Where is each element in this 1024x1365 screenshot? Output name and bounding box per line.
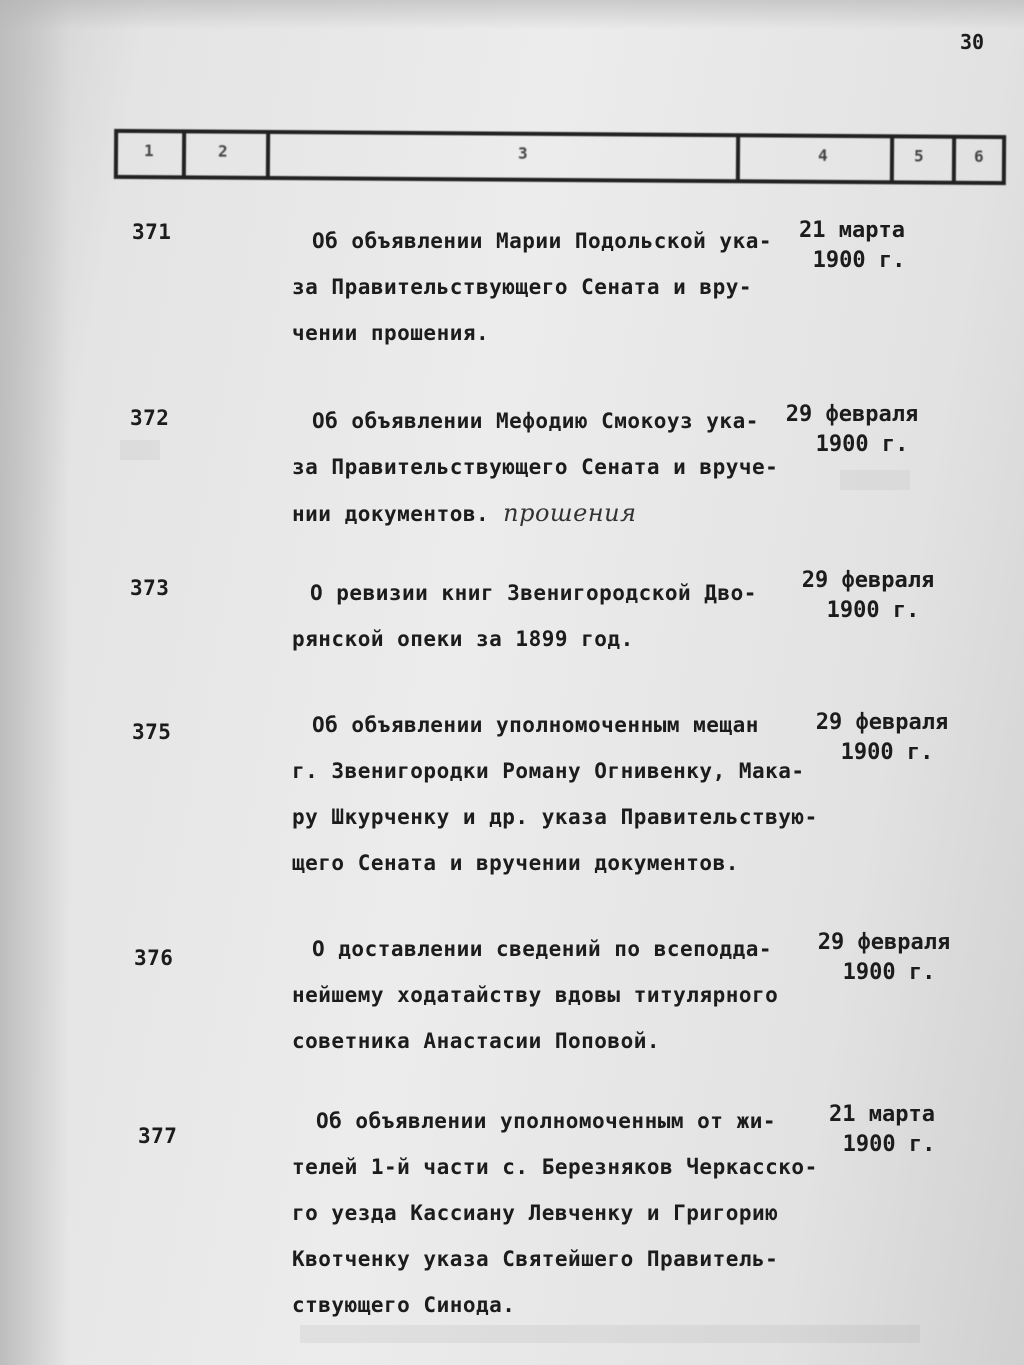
- entry-description: [292, 218, 772, 356]
- description-line: за Правительствующего Сената и вруче-: [292, 455, 779, 479]
- entry-date: [782, 400, 922, 460]
- column-number: 2: [217, 141, 228, 161]
- entry-number: 372: [130, 406, 170, 430]
- date-year: 1900 г.: [826, 598, 920, 623]
- entry-description: [292, 702, 818, 886]
- column-number: 4: [817, 145, 828, 165]
- entry-number: 371: [132, 220, 172, 244]
- date-day-month: 29 февраля: [785, 402, 919, 427]
- column-number: 1: [143, 141, 154, 161]
- description-line: советника Анастасии Поповой.: [292, 1029, 661, 1053]
- entry-description: [292, 570, 757, 662]
- entry-number: 375: [132, 720, 172, 744]
- description-line: Об объявлении Марии Подольской ука-: [312, 229, 773, 253]
- handwritten-note: прошения: [503, 499, 637, 527]
- description-line: Квотченку указа Святейшего Правитель-: [292, 1247, 779, 1271]
- description-line: [292, 490, 778, 537]
- description-line: Об объявлении Мефодию Смокоуз ука-: [312, 409, 759, 433]
- column-number: 3: [517, 143, 528, 163]
- description-line: чении прошения.: [292, 321, 490, 345]
- description-line: г. Звенигородки Роману Огнивенку, Мака-: [292, 759, 805, 783]
- column-divider: [736, 137, 740, 179]
- date-year: 1900 г.: [842, 960, 936, 985]
- date-day-month: 29 февраля: [817, 930, 951, 955]
- column-divider: [266, 134, 270, 176]
- column-number: 5: [913, 146, 924, 166]
- top-shadow: [0, 0, 1024, 30]
- description-line: Об объявлении уполномоченным от жи-: [316, 1109, 777, 1133]
- description-line: за Правительствующего Сената и вру-: [292, 275, 753, 299]
- description-line: О доставлении сведений по всеподда-: [312, 937, 773, 961]
- date-day-month: 29 февраля: [801, 568, 935, 593]
- date-year: 1900 г.: [842, 1132, 936, 1157]
- date-year: 1900 г.: [840, 740, 934, 765]
- entry-description: [292, 398, 778, 537]
- date-day-month: 21 марта: [799, 218, 905, 243]
- entry-date: [792, 216, 912, 276]
- entry-date: [814, 928, 954, 988]
- description-line: ствующего Синода.: [292, 1293, 516, 1317]
- column-divider: [890, 138, 894, 180]
- binding-shadow: [0, 0, 70, 1365]
- description-line: ру Шкурченку и др. указа Правительствую-: [292, 805, 818, 829]
- description-line: рянской опеки за 1899 год.: [292, 627, 634, 651]
- column-divider: [952, 139, 956, 181]
- description-text: нии документов.: [292, 502, 490, 526]
- date-day-month: 21 марта: [829, 1102, 935, 1127]
- description-line: нейшему ходатайству вдовы титулярного: [292, 983, 779, 1007]
- description-line: телей 1-й части с. Березняков Черкасско-: [292, 1155, 818, 1179]
- date-year: 1900 г.: [812, 248, 906, 273]
- entry-date: [822, 1100, 942, 1160]
- date-year: 1900 г.: [815, 432, 909, 457]
- entry-number: 377: [138, 1124, 178, 1148]
- bleed-through-mark: [120, 440, 160, 460]
- entry-date: [798, 566, 938, 626]
- description-line: щего Сената и вручении документов.: [292, 851, 739, 875]
- date-day-month: 29 февраля: [815, 710, 949, 735]
- column-number: 6: [973, 146, 984, 166]
- column-header-table: [114, 129, 1006, 185]
- entry-description: [292, 926, 778, 1064]
- column-divider: [182, 133, 186, 175]
- description-line: го уезда Кассиану Левченку и Григорию: [292, 1201, 779, 1225]
- bleed-through-mark: [840, 470, 910, 490]
- description-line: Об объявлении уполномоченным мещан: [312, 713, 759, 737]
- page-number: 30: [960, 30, 985, 54]
- entry-description: [292, 1098, 818, 1328]
- entry-number: 376: [134, 946, 174, 970]
- description-line: О ревизии книг Звенигородской Дво-: [310, 581, 757, 605]
- entry-date: [812, 708, 952, 768]
- entry-number: 373: [130, 576, 170, 600]
